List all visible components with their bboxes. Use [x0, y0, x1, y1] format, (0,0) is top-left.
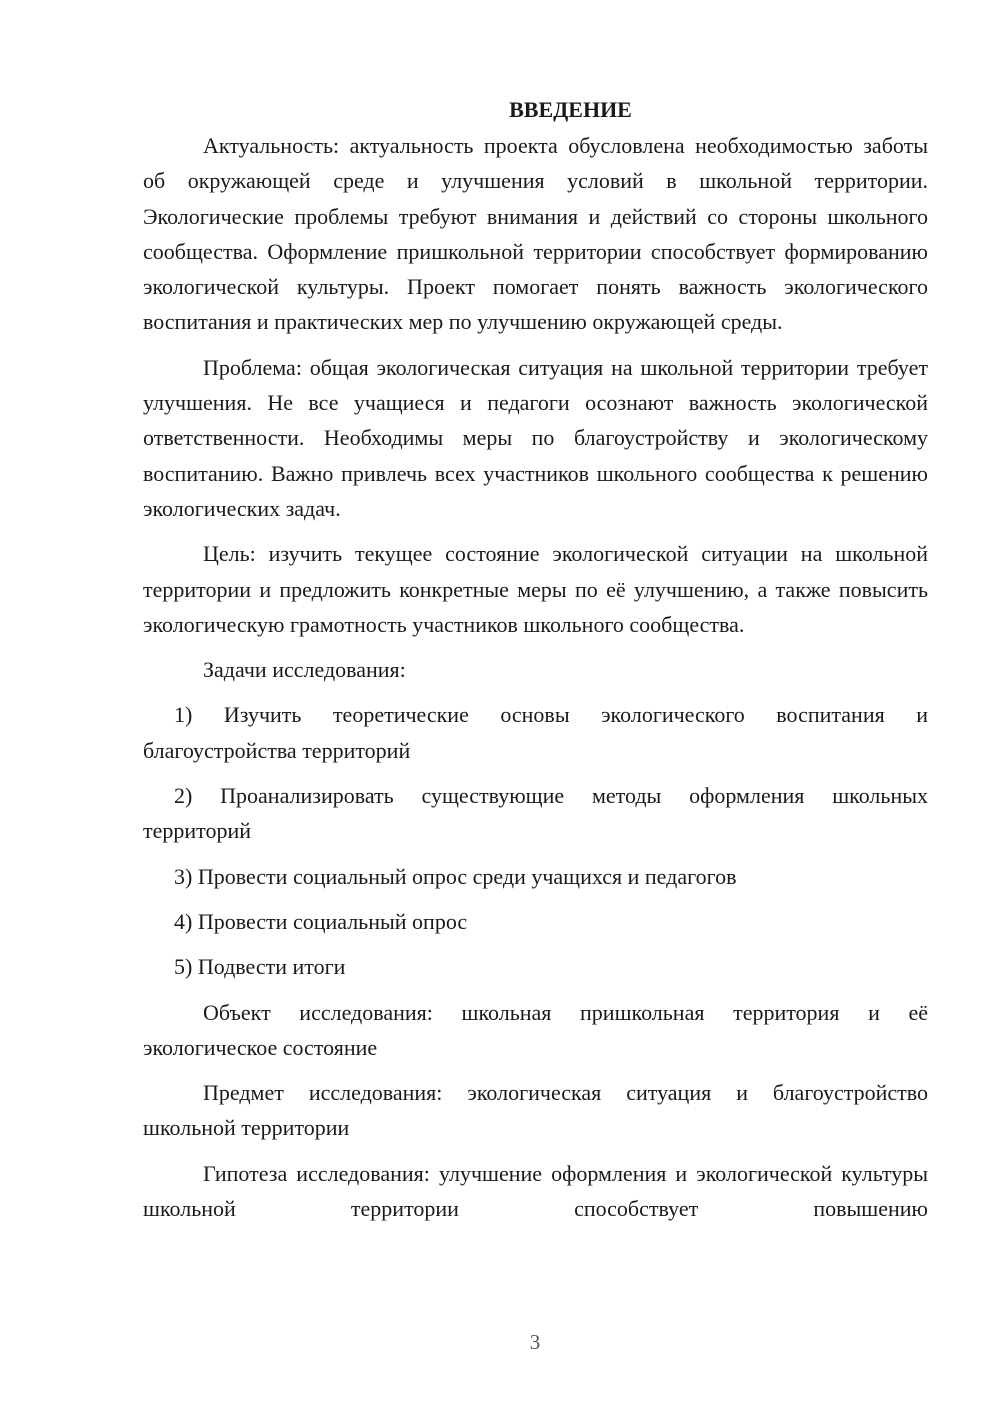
task-item-4: 4) Провести социальный опрос [174, 908, 468, 934]
paragraph-subject: Предмет исследования: экологическая ситуация и благоустройство школьной территории [143, 1080, 928, 1141]
paragraph-goal: Цель: изучить текущее состояние экологической ситуации на школьной территории и предложить конкретные меры по её улучшению, а также повысить экологическую грамотность участников школьного сообщества. [143, 541, 928, 637]
task-item-2: 2) Проанализировать существующие методы оформления школьных территорий [143, 783, 928, 844]
task-item-1: 1) Изучить теоретические основы экологического воспитания и благоустройства территорий [143, 702, 928, 763]
paragraph-hypothesis: Гипотеза исследования: улучшение оформления и экологической культуры школьной территории способствует повышению [143, 1160, 928, 1222]
document-page [143, 92, 928, 1226]
page-number: 3 [529, 1330, 541, 1354]
paragraph-object: Объект исследования: школьная пришкольная территория и её экологическое состояние [143, 999, 928, 1060]
paragraph-problem: Проблема: общая экологическая ситуация на школьной территории требует улучшения. Не все учащиеся и педагоги осознают важность экологической ответственности. Необходимы меры по благоустройству и экологическому воспитанию. Важно привлечь всех участников школьного сообщества к решению экологических задач. [143, 354, 928, 521]
paragraph-tasks-title: Задачи исследования: [203, 657, 406, 683]
task-item-3: 3) Провести социальный опрос среди учащихся и педагогов [174, 863, 737, 889]
paragraph-relevance: Актуальность: актуальность проекта обусловлена необходимостью заботы об окружающей среде и улучшения условий в школьной территории. Экологические проблемы требуют внимания и действий со стороны школьного сообщества. Оформление пришкольной территории способствует формированию экологической культуры. Проект помогает понять важность экологического воспитания и практических мер по улучшению окружающей среды. [143, 133, 928, 335]
section-heading: ВВЕДЕНИЕ [509, 97, 632, 122]
task-item-5: 5) Подвести итоги [174, 954, 346, 980]
